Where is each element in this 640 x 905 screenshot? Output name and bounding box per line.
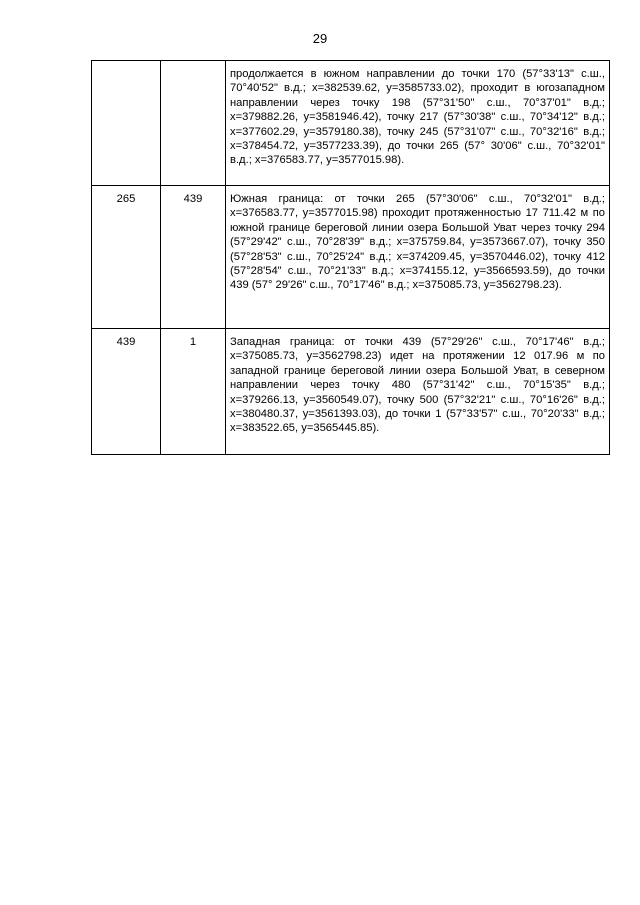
start-point-cell: 265 bbox=[92, 186, 161, 329]
end-point-cell: 439 bbox=[161, 186, 226, 329]
end-point-cell: 1 bbox=[161, 329, 226, 455]
start-point-cell bbox=[92, 61, 161, 186]
table-row bbox=[92, 329, 610, 455]
start-point-cell: 439 bbox=[92, 329, 161, 455]
table-row bbox=[92, 186, 610, 329]
page-number: 29 bbox=[312, 31, 328, 46]
table-row bbox=[92, 61, 610, 186]
boundary-description-cell: продолжается в южном направлении до точки 170 (57°33'13" с.ш., 70°40'52" в.д.; x=382539.62, y=3585733.02), проходит в югозападном направлении через точку 198 (57°31'50" с.ш., 70°37'01" в.д.; x=379882.26, y=3581946.42), точку 217 (57°30'38" с.ш., 70°34'12" в.д.; x=377602.29, y=3579180.38), точку 245 (57°31'07" с.ш., 70°32'16" в.д.; x=378454.72, y=3577233.39), до точки 265 (57° 30'06" с.ш., 70°32'01" в.д.; x=376583.77, y=3577015.98). bbox=[226, 61, 610, 186]
boundary-description-cell: Южная граница: от точки 265 (57°30'06" с.ш., 70°32'01" в.д.; x=376583.77, y=3577015.98) проходит протяженностью 17 711.42 м по южной границе береговой линии озера Большой Уват через точку 294 (57°29'42" с.ш., 70°28'39" в.д.; x=375759.84, y=3573667.07), точку 350 (57°28'53" с.ш., 70°25'24" в.д.; x=374209.45, y=3570446.02), точку 412 (57°28'54" с.ш., 70°21'33" в.д.; x=374155.12, y=3566593.59), до точки 439 (57° 29'26" с.ш., 70°17'46" в.д.; x=375085.73, y=3562798.23). bbox=[226, 186, 610, 329]
boundary-description-table bbox=[91, 60, 610, 455]
boundary-description-cell: Западная граница: от точки 439 (57°29'26" с.ш., 70°17'46" в.д.; x=375085.73, y=3562798.23) идет на протяжении 12 017.96 м по западной границе береговой линии озера Большой Уват, в северном направлении через точку 480 (57°31'42" с.ш., 70°15'35" в.д.; x=379266.13, y=3560549.07), точку 500 (57°32'21" с.ш., 70°16'26" в.д.; x=380480.37, y=3561393.03), до точки 1 (57°33'57" с.ш., 70°20'33" в.д.; x=383522.65, y=3565445.85). bbox=[226, 329, 610, 455]
end-point-cell bbox=[161, 61, 226, 186]
